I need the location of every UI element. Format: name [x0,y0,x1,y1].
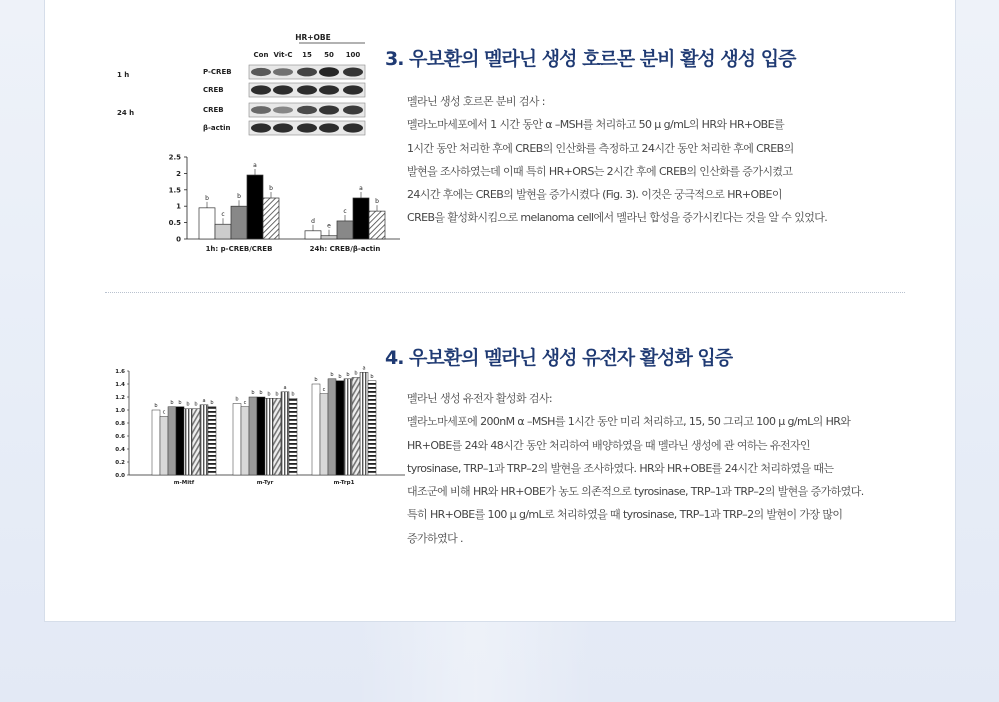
group-label: m-Tyr [256,480,274,486]
y-tick-label: 1.5 [168,186,181,195]
bar [184,409,192,475]
blot-lane-label: Con [253,51,269,59]
significance-letter: a [362,365,366,372]
bar [168,407,176,475]
blot-band [251,68,271,76]
blot-band [343,67,363,76]
significance-letter: b [205,194,209,202]
blot-band [343,123,363,132]
bar [281,392,289,475]
bar [337,221,353,239]
blot-band [273,123,293,132]
significance-letter: b [370,373,374,380]
bar [352,378,360,476]
bar [360,372,368,475]
blot-band [297,85,317,94]
significance-letter: b [267,391,271,398]
blot-time-label: 24 h [117,109,135,117]
figure-creb [115,30,381,258]
blot-row-label: β-actin [203,124,231,132]
blot-band [297,68,317,77]
blot-row-label: P-CREB [203,68,232,76]
significance-letter: b [251,390,255,396]
bar [192,409,200,475]
bar [344,379,352,475]
significance-letter: e [327,222,331,230]
significance-letter: b [330,371,334,378]
bar [265,398,273,475]
bar [368,381,376,475]
blot-band [273,106,293,113]
figure-gene-expression [107,363,374,493]
body-line: 멜라닌 생성 호르몬 분비 검사 : [407,95,545,108]
content-card [44,0,956,622]
body-line: 멜라닌 생성 유전자 활성화 검사: [407,392,553,405]
blot-band [343,85,363,94]
blot-band [319,85,339,94]
blot-band [251,106,271,114]
y-tick-label: 0.8 [115,421,125,427]
significance-letter: a [283,384,287,391]
blot-group-label: HR+OBE [295,33,331,42]
blot-band [273,85,293,94]
y-tick-label: 0.2 [115,460,125,466]
body-line: HR+OBE를 24와 48시간 동안 처리하여 배양하였을 때 멜라닌 생성에 관 여하는 유전자인 [407,438,810,452]
bar [328,379,336,475]
bar [160,417,168,476]
y-tick-label: 1 [176,202,181,211]
bar [231,206,247,239]
bar [336,381,344,475]
bar [241,407,249,475]
significance-letter: b [210,399,214,406]
bar [273,398,281,475]
significance-letter: b [170,399,174,406]
blot-band [297,123,317,132]
bar [321,236,337,239]
blot-band [251,85,271,94]
significance-letter: a [359,185,363,192]
blot-time-label: 1 h [117,71,130,79]
significance-letter: b [186,401,190,408]
body-line: tyrosinase, TRP–1과 TRP–2의 발현을 조사하였다. HR와 HR+OBE를 24시간 처리하였을 때는 [407,461,834,475]
significance-letter: b [354,370,358,377]
bar [257,397,265,475]
group-label: 1h: p-CREB/CREB [205,245,273,253]
significance-letter: b [338,373,342,380]
body-line: 대조군에 비해 HR와 HR+OBE가 농도 의존적으로 tyrosinase, TRP–1과 TRP–2의 발현을 증가하였다. [407,485,864,499]
section-body-creb [407,90,827,230]
significance-letter: b [194,401,198,408]
bar [312,384,320,475]
significance-letter: b [237,193,241,201]
significance-letter: c [343,207,347,215]
significance-letter: c [162,409,166,416]
significance-letter: a [253,162,257,170]
section-body-genes [407,387,864,550]
significance-letter: b [314,377,318,383]
bar [353,198,369,239]
y-tick-label: 0.6 [115,434,125,440]
body-line: 증가하였다 . [407,531,463,545]
bar [249,397,257,475]
body-line: 발현을 조사하였는데 이때 특히 HR+ORS는 2시간 후에 CREB의 인산화를 증가시켰고 [407,164,793,178]
y-tick-label: 1.2 [115,395,125,401]
bar [247,175,263,239]
body-line: CREB을 활성화시킴으로 melanoma cell에서 멜라닌 합성을 증가시킨다는 것을 알 수 있었다. [407,211,828,225]
footer-highlight [356,622,596,702]
significance-letter: b [275,391,279,398]
y-tick-label: 2.5 [168,153,181,162]
significance-letter: c [322,386,326,393]
bar [289,398,297,475]
bar [305,231,321,239]
significance-letter: b [154,403,158,409]
y-tick-label: 2 [176,169,181,178]
body-line: 멜라노마세포에서 1 시간 동안 α –MSH를 처리하고 50 μ g/mL의 HR와 HR+OBE를 [407,118,785,132]
section-creb [45,0,957,292]
blot-lane-label: Vit-C [273,51,293,59]
y-tick-label: 0.4 [115,447,125,453]
significance-letter: c [243,399,247,406]
blot-lane-label: 50 [324,51,334,59]
bar [208,407,216,475]
blot-band [319,123,339,132]
significance-letter: b [269,185,273,192]
blot-lane-label: 100 [345,51,361,59]
bar [263,198,279,239]
bar [215,224,231,239]
significance-letter: c [221,211,225,219]
significance-letter: b [235,396,239,403]
blot-band [297,106,317,115]
body-line: 1시간 동안 처리한 후에 CREB의 인산화를 측정하고 24시간 동안 처리한 후에 CREB의 [407,141,794,155]
group-label: m-Mitf [173,480,195,486]
y-tick-label: 1.0 [115,408,125,414]
significance-letter: b [259,390,263,396]
group-label: m-Trp1 [333,480,355,486]
bar [369,211,385,239]
body-line: 멜라노마세포에 200nM α –MSH를 1시간 동안 미리 처리하고, 15, 50 그리고 100 μ g/mL의 HR와 [407,415,851,429]
group-label: 24h: CREB/β-actin [309,245,381,253]
blot-row-label: CREB [203,106,224,114]
y-tick-label: 0.5 [168,219,181,228]
section-heading-creb: 3. 우보환의 멜라닌 생성 호르몬 분비 활성 생성 입증 [385,48,796,70]
body-line: 특히 HR+OBE를 100 μ g/mL로 처리하였을 때 tyrosinase, TRP–1과 TRP–2의 발현이 가장 많이 [407,508,843,522]
bar [233,404,241,476]
significance-letter: b [178,399,182,406]
blot-lane-label: 15 [302,51,312,59]
blot-band [251,123,271,132]
bar [176,407,184,475]
blot-band [319,67,339,76]
y-tick-label: 1.6 [115,369,125,375]
bar [152,410,160,475]
blot-band [343,106,363,115]
section-genes [45,293,957,593]
y-tick-label: 0 [176,235,181,244]
significance-letter: d [311,217,315,225]
body-line: 24시간 후에는 CREB의 발현을 증가시켰다 (Fig. 3). 이것은 궁극적으로 HR+OBE이 [407,188,782,202]
bar [200,405,208,475]
blot-row-label: CREB [203,86,224,94]
significance-letter: b [291,391,295,398]
y-tick-label: 0.0 [115,473,125,479]
significance-letter: a [202,397,206,404]
blot-band [273,68,293,76]
significance-letter: b [346,371,350,378]
section-heading-genes: 4. 우보환의 멜라닌 생성 유전자 활성화 입증 [385,347,733,369]
bar [320,394,328,475]
blot-band [319,105,339,114]
significance-letter: b [375,198,379,206]
bar [199,208,215,239]
y-tick-label: 1.4 [115,382,125,388]
